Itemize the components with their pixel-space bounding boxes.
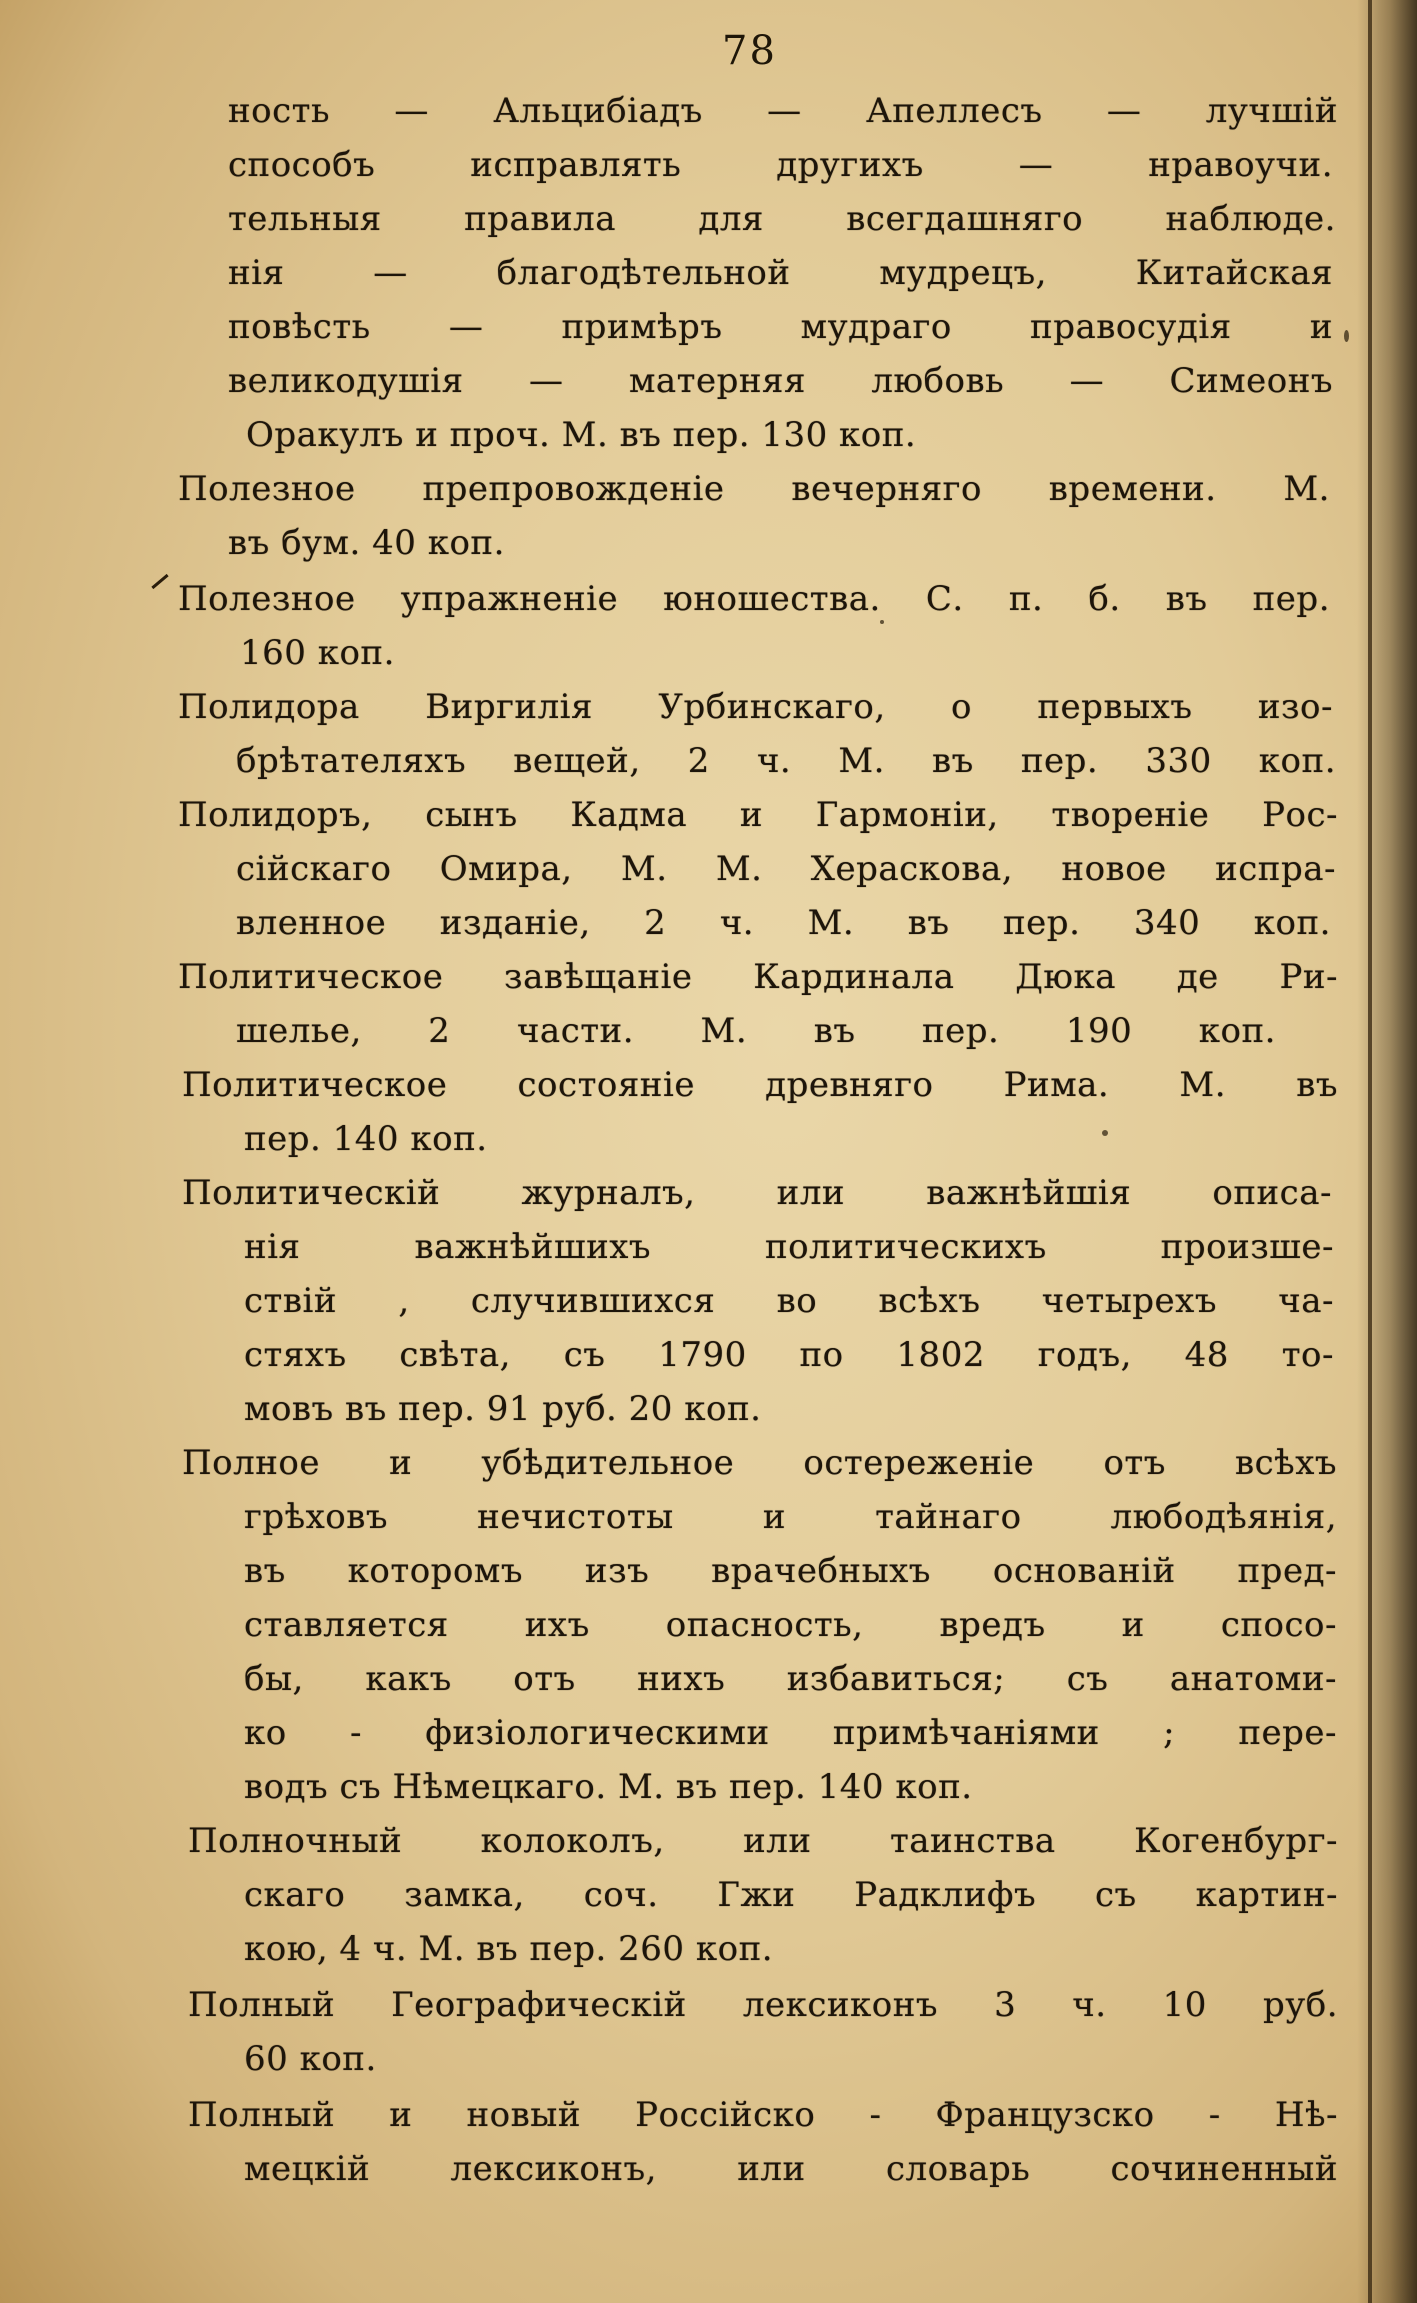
entry-first-line: Полезное препровожденіе вечерняго времени. М. bbox=[178, 469, 1330, 509]
gutter-shadow bbox=[1357, 0, 1417, 2303]
entry-first-line: Политическій журналъ, или важнѣйшія описа- bbox=[182, 1173, 1332, 1213]
text-line: скаго замка, соч. Гжи Радклифъ съ картин- bbox=[244, 1875, 1338, 1915]
margin-mark bbox=[151, 574, 168, 589]
entry-first-line: Полидора Виргилія Урбинскаго, о первыхъ изо- bbox=[178, 687, 1333, 727]
entry-first-line: Полный и новый Россійско - Французско - Нѣ- bbox=[188, 2095, 1338, 2135]
entry-first-line: Политическое завѣщаніе Кардинала Дюка де Ри- bbox=[178, 957, 1338, 997]
page-edge bbox=[1368, 0, 1372, 2303]
text-line: тельныя правила для всегдашняго наблюде. bbox=[228, 199, 1336, 239]
text-line: способъ исправлять другихъ — нравоучи. bbox=[228, 145, 1333, 185]
text-line: брѣтателяхъ вещей, 2 ч. М. въ пер. 330 коп. bbox=[236, 741, 1336, 781]
text-line: въ которомъ изъ врачебныхъ основаній пред- bbox=[244, 1551, 1337, 1591]
text-line: грѣховъ нечистоты и тайнаго любодѣянія, bbox=[244, 1497, 1337, 1537]
entry-first-line: Полный Географическій лексиконъ 3 ч. 10 руб. bbox=[188, 1985, 1338, 2025]
ink-speck bbox=[1102, 1130, 1108, 1136]
text-line: великодушія — матерняя любовь — Симеонъ bbox=[228, 361, 1333, 401]
text-line: пер. 140 коп. bbox=[244, 1119, 488, 1159]
ink-speck bbox=[1344, 330, 1349, 342]
text-line: кою, 4 ч. М. въ пер. 260 коп. bbox=[244, 1929, 774, 1969]
text-line: мецкій лексиконъ, или словарь сочиненный bbox=[244, 2149, 1338, 2189]
text-line: 160 коп. bbox=[240, 633, 395, 673]
text-line: водъ съ Нѣмецкаго. М. въ пер. 140 коп. bbox=[244, 1767, 973, 1807]
page-number: 78 bbox=[722, 28, 777, 74]
entry-first-line: Полезное упражненіе юношества. С. п. б. въ пер. bbox=[178, 579, 1330, 619]
entry-first-line: Полное и убѣдительное остереженіе отъ всѣхъ bbox=[182, 1443, 1337, 1483]
text-line: въ бум. 40 коп. bbox=[228, 523, 505, 563]
text-line: шелье, 2 части. М. въ пер. 190 коп. bbox=[236, 1011, 1276, 1051]
text-line: Оракулъ и проч. М. въ пер. 130 коп. bbox=[246, 415, 917, 455]
entry-first-line: Полидоръ, сынъ Кадма и Гармоніи, твореніе Рос- bbox=[178, 795, 1338, 835]
text-line: 60 коп. bbox=[244, 2039, 377, 2079]
text-line: стяхъ свѣта, съ 1790 по 1802 годъ, 48 то- bbox=[244, 1335, 1334, 1375]
text-line: бы, какъ отъ нихъ избавиться; съ анатоми- bbox=[244, 1659, 1337, 1699]
text-line: ко - физіологическими примѣчаніями ; пере- bbox=[244, 1713, 1337, 1753]
text-line: нія — благодѣтельной мудрецъ, Китайская bbox=[228, 253, 1333, 293]
text-line: ствій , случившихся во всѣхъ четырехъ ча- bbox=[244, 1281, 1334, 1321]
text-line: сійскаго Омира, М. М. Хераскова, новое испра- bbox=[236, 849, 1336, 889]
text-line: ность — Альцибіадъ — Апеллесъ — лучшій bbox=[228, 91, 1338, 131]
text-line: ставляется ихъ опасность, вредъ и спосо- bbox=[244, 1605, 1337, 1645]
entry-first-line: Политическое состояніе древняго Рима. М. въ bbox=[182, 1065, 1338, 1105]
text-line: повѣсть — примѣръ мудраго правосудія и bbox=[228, 307, 1333, 347]
text-line: вленное изданіе, 2 ч. М. въ пер. 340 коп. bbox=[236, 903, 1331, 943]
text-line: нія важнѣйшихъ политическихъ произше- bbox=[244, 1227, 1334, 1267]
text-line: мовъ въ пер. 91 руб. 20 коп. bbox=[244, 1389, 762, 1429]
ink-speck bbox=[880, 620, 884, 624]
entry-first-line: Полночный колоколъ, или таинства Когенбург- bbox=[188, 1821, 1338, 1861]
